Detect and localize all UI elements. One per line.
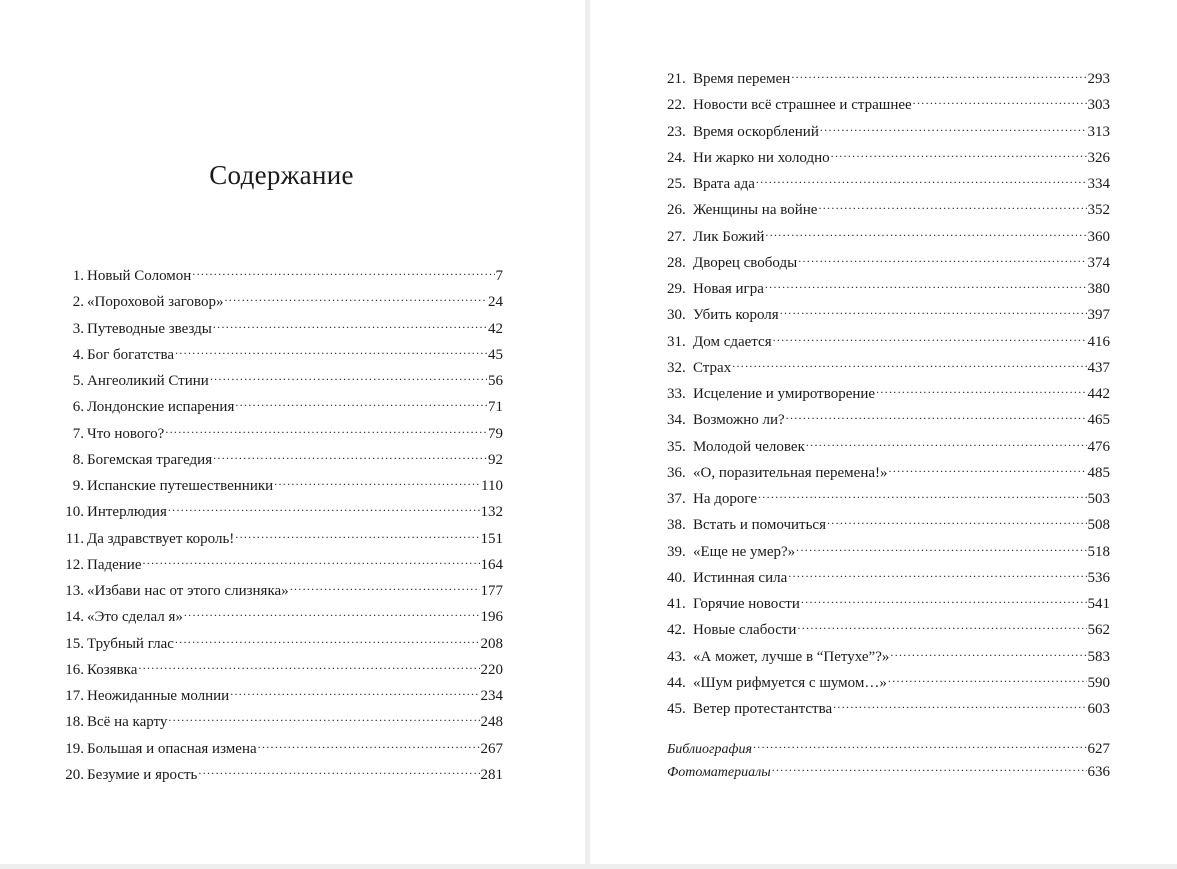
entry-title: Испанские путешественники bbox=[87, 478, 274, 494]
dot-leader bbox=[225, 288, 488, 306]
entry-page-number: 132 bbox=[480, 504, 503, 521]
dot-leader bbox=[138, 656, 479, 674]
toc-entry bbox=[58, 420, 503, 446]
toc-entry bbox=[667, 144, 1110, 170]
entry-number: 45. bbox=[667, 701, 686, 717]
entry-number: 17. bbox=[65, 688, 84, 704]
toc-entry bbox=[667, 758, 1110, 781]
dot-leader bbox=[797, 616, 1086, 634]
entry-page-number: 220 bbox=[480, 661, 503, 678]
toc-entry bbox=[58, 682, 503, 708]
entry-title: Да здравствует король! bbox=[87, 530, 235, 547]
dot-leader bbox=[833, 695, 1086, 713]
dot-leader bbox=[818, 196, 1086, 214]
entry-number: 27. bbox=[667, 228, 686, 245]
entry-title: Исцеление и умиротворение bbox=[693, 386, 876, 402]
dot-leader bbox=[827, 511, 1087, 529]
dot-leader bbox=[198, 761, 479, 779]
entry-page-number: 465 bbox=[1087, 412, 1110, 429]
entry-title: Горячие новости bbox=[693, 596, 800, 612]
toc-entry bbox=[58, 656, 503, 682]
entry-page-number: 334 bbox=[1087, 176, 1110, 192]
entry-number: 21. bbox=[667, 71, 686, 87]
toc-entry bbox=[58, 446, 503, 472]
entry-title: «Еще не умер?» bbox=[693, 543, 796, 560]
entry-title: Истинная сила bbox=[693, 569, 788, 586]
dot-leader bbox=[889, 459, 1087, 477]
entry-number: 2. bbox=[72, 294, 84, 311]
dot-leader bbox=[913, 91, 1087, 109]
toc-entry bbox=[667, 485, 1110, 511]
toc-entry bbox=[58, 577, 503, 603]
dot-leader bbox=[888, 669, 1087, 687]
entry-number: 29. bbox=[667, 281, 686, 297]
entry-title: «А может, лучше в “Петухе”?» bbox=[693, 648, 890, 665]
entry-title: Безумие и ярость bbox=[87, 766, 198, 783]
toc-entry bbox=[58, 525, 503, 551]
entry-title: Возможно ли? bbox=[693, 412, 785, 429]
toc-entry bbox=[58, 735, 503, 761]
entry-page-number: 636 bbox=[1087, 764, 1110, 780]
entry-title: На дороге bbox=[693, 491, 757, 507]
entry-number: 24. bbox=[667, 149, 686, 166]
entry-number: 35. bbox=[667, 438, 686, 455]
entry-number: 14. bbox=[65, 609, 84, 626]
entry-page-number: 326 bbox=[1087, 149, 1110, 166]
dot-leader bbox=[788, 564, 1086, 582]
entry-title: Время перемен bbox=[693, 71, 791, 87]
entry-title: Новая игра bbox=[693, 281, 764, 297]
entry-title: Женщины на войне bbox=[693, 202, 818, 219]
toc-entry bbox=[58, 367, 503, 393]
entry-number: 42. bbox=[667, 622, 686, 639]
entry-page-number: 42 bbox=[488, 320, 503, 337]
dot-leader bbox=[165, 420, 487, 438]
toc-entry bbox=[667, 275, 1110, 301]
entry-title: Путеводные звезды bbox=[87, 320, 212, 337]
entry-page-number: 380 bbox=[1087, 281, 1110, 297]
entry-page-number: 437 bbox=[1087, 359, 1110, 376]
dot-leader bbox=[175, 341, 487, 359]
entry-number: 20. bbox=[65, 766, 84, 783]
entry-number: 12. bbox=[65, 556, 84, 573]
entry-page-number: 360 bbox=[1087, 228, 1110, 245]
entry-title: «Пороховой заговор» bbox=[87, 294, 224, 311]
entry-number: 19. bbox=[65, 740, 84, 757]
dot-leader bbox=[168, 708, 479, 726]
entry-number: 10. bbox=[65, 504, 84, 521]
entry-page-number: 476 bbox=[1087, 438, 1110, 455]
toc-entry bbox=[667, 433, 1110, 459]
entry-page-number: 485 bbox=[1087, 464, 1110, 481]
dot-leader bbox=[732, 354, 1086, 372]
entry-number: 3. bbox=[72, 320, 84, 337]
dot-leader bbox=[230, 682, 479, 700]
entry-page-number: 508 bbox=[1087, 517, 1110, 534]
entry-page-number: 397 bbox=[1087, 307, 1110, 324]
toc-entry bbox=[58, 393, 503, 419]
entry-number: 22. bbox=[667, 97, 686, 114]
dot-leader bbox=[765, 275, 1087, 293]
entry-page-number: 281 bbox=[480, 766, 503, 783]
toc-entry bbox=[667, 380, 1110, 406]
entry-title: Богемская трагедия bbox=[87, 451, 213, 468]
entry-number: 30. bbox=[667, 307, 686, 324]
dot-leader bbox=[274, 472, 480, 490]
entry-title: Неожиданные молнии bbox=[87, 688, 230, 704]
dot-leader bbox=[143, 551, 480, 569]
entry-page-number: 583 bbox=[1087, 648, 1110, 665]
entry-number: 5. bbox=[72, 373, 84, 389]
entry-title: Интерлюдия bbox=[87, 504, 167, 521]
dot-leader bbox=[831, 144, 1087, 162]
dot-leader bbox=[213, 315, 487, 333]
toc-list-right bbox=[667, 65, 1110, 721]
entry-title: Встать и помочиться bbox=[693, 517, 826, 534]
entry-title: «Шум рифмуется с шумом…» bbox=[693, 674, 887, 691]
dot-leader bbox=[890, 643, 1086, 661]
toc-entry bbox=[667, 590, 1110, 616]
dot-leader bbox=[772, 758, 1087, 776]
entry-page-number: 603 bbox=[1087, 701, 1110, 717]
entry-number: 16. bbox=[65, 661, 84, 678]
entry-number: 44. bbox=[667, 674, 686, 691]
entry-title: Лик Божий bbox=[693, 228, 765, 245]
entry-number: 36. bbox=[667, 464, 686, 481]
entry-page-number: 234 bbox=[480, 688, 503, 704]
toc-entry bbox=[667, 91, 1110, 117]
entry-page-number: 536 bbox=[1087, 569, 1110, 586]
entry-page-number: 313 bbox=[1087, 123, 1110, 140]
entry-number: 4. bbox=[72, 346, 84, 363]
toc-entry bbox=[667, 643, 1110, 669]
entry-number: 23. bbox=[667, 123, 686, 140]
entry-title: Фотоматериалы bbox=[667, 765, 771, 780]
entry-title: Бог богатства bbox=[87, 346, 175, 363]
dot-leader bbox=[235, 525, 479, 543]
entry-title: Что нового? bbox=[87, 425, 165, 442]
dot-leader bbox=[753, 735, 1087, 753]
entry-page-number: 374 bbox=[1087, 254, 1110, 271]
entry-page-number: 110 bbox=[481, 478, 503, 494]
dot-leader bbox=[773, 328, 1087, 346]
toc-entry bbox=[667, 695, 1110, 721]
entry-title: Убить короля bbox=[693, 307, 779, 324]
toc-entry bbox=[58, 262, 503, 288]
dot-leader bbox=[290, 577, 480, 595]
dot-leader bbox=[791, 65, 1086, 83]
entry-page-number: 56 bbox=[488, 373, 503, 389]
dot-leader bbox=[235, 393, 487, 411]
dot-leader bbox=[798, 249, 1086, 267]
back-matter-list bbox=[667, 735, 1110, 781]
entry-page-number: 208 bbox=[480, 635, 503, 652]
entry-title: Ни жарко ни холодно bbox=[693, 149, 830, 166]
toc-entry bbox=[667, 459, 1110, 485]
entry-title: Козявка bbox=[87, 661, 138, 678]
toc-entry bbox=[58, 708, 503, 734]
entry-title: Дворец свободы bbox=[693, 254, 798, 271]
entry-page-number: 248 bbox=[480, 714, 503, 731]
dot-leader bbox=[168, 498, 480, 516]
toc-entry bbox=[58, 315, 503, 341]
entry-title: Новый Соломон bbox=[87, 268, 192, 284]
entry-page-number: 541 bbox=[1087, 596, 1110, 612]
toc-entry bbox=[667, 301, 1110, 327]
entry-page-number: 442 bbox=[1087, 386, 1110, 402]
toc-entry bbox=[667, 354, 1110, 380]
entry-page-number: 79 bbox=[488, 425, 503, 442]
entry-number: 28. bbox=[667, 254, 686, 271]
toc-entry bbox=[667, 538, 1110, 564]
toc-entry bbox=[667, 328, 1110, 354]
entry-number: 33. bbox=[667, 386, 686, 402]
entry-number: 13. bbox=[65, 583, 84, 599]
dot-leader bbox=[786, 406, 1087, 424]
toc-entry bbox=[667, 196, 1110, 222]
entry-page-number: 590 bbox=[1087, 674, 1110, 691]
dot-leader bbox=[806, 433, 1087, 451]
entry-number: 1. bbox=[72, 268, 84, 284]
entry-title: «О, поразительная перемена!» bbox=[693, 464, 888, 481]
entry-number: 18. bbox=[65, 714, 84, 731]
entry-number: 37. bbox=[667, 491, 686, 507]
entry-title: Всё на карту bbox=[87, 714, 168, 731]
toc-entry bbox=[58, 341, 503, 367]
entry-number: 6. bbox=[72, 399, 84, 416]
entry-title: Ветер протестантства bbox=[693, 701, 833, 717]
entry-page-number: 303 bbox=[1087, 97, 1110, 114]
entry-title: Страх bbox=[693, 359, 732, 376]
toc-entry bbox=[58, 551, 503, 577]
entry-number: 32. bbox=[667, 359, 686, 376]
entry-number: 34. bbox=[667, 412, 686, 429]
toc-entry bbox=[667, 735, 1110, 758]
entry-title: Время оскорблений bbox=[693, 123, 819, 140]
entry-page-number: 562 bbox=[1087, 622, 1110, 639]
entry-page-number: 92 bbox=[488, 451, 503, 468]
entry-title: «Это сделал я» bbox=[87, 609, 183, 626]
entry-page-number: 24 bbox=[488, 294, 503, 311]
entry-page-number: 164 bbox=[480, 556, 503, 573]
entry-page-number: 518 bbox=[1087, 543, 1110, 560]
toc-entry bbox=[58, 288, 503, 314]
entry-title: Трубный глас bbox=[87, 635, 174, 652]
page-title: Содержание bbox=[209, 160, 354, 190]
entry-page-number: 267 bbox=[480, 740, 503, 757]
toc-entry bbox=[667, 223, 1110, 249]
entry-number: 41. bbox=[667, 596, 686, 612]
right-page bbox=[590, 0, 1177, 864]
dot-leader bbox=[258, 735, 480, 753]
entry-page-number: 352 bbox=[1087, 202, 1110, 219]
dot-leader bbox=[801, 590, 1087, 608]
entry-title: Ангеоликий Стини bbox=[87, 373, 209, 389]
toc-entry bbox=[667, 170, 1110, 196]
entry-number: 9. bbox=[72, 478, 84, 494]
entry-title: Большая и опасная измена bbox=[87, 740, 257, 757]
dot-leader bbox=[210, 367, 487, 385]
left-page bbox=[0, 0, 585, 864]
entry-title: Новые слабости bbox=[693, 622, 797, 639]
toc-entry bbox=[667, 511, 1110, 537]
entry-page-number: 196 bbox=[480, 609, 503, 626]
entry-number: 15. bbox=[65, 635, 84, 652]
toc-entry bbox=[58, 498, 503, 524]
entry-page-number: 503 bbox=[1087, 491, 1110, 507]
entry-title: «Избави нас от этого слизняка» bbox=[87, 583, 289, 599]
toc-list-left bbox=[58, 262, 503, 787]
toc-entry bbox=[667, 564, 1110, 590]
toc-entry bbox=[58, 761, 503, 787]
entry-page-number: 45 bbox=[488, 346, 503, 363]
entry-number: 8. bbox=[72, 451, 84, 468]
entry-title: Врата ада bbox=[693, 176, 755, 192]
entry-page-number: 627 bbox=[1087, 741, 1110, 757]
entry-number: 25. bbox=[667, 176, 686, 192]
entry-number: 11. bbox=[65, 530, 84, 547]
toc-entry bbox=[58, 603, 503, 629]
toc-entry bbox=[667, 65, 1110, 91]
entry-title: Новости всё страшнее и страшнее bbox=[693, 97, 912, 114]
dot-leader bbox=[876, 380, 1086, 398]
entry-title: Лондонские испарения bbox=[87, 399, 235, 416]
entry-title: Падение bbox=[87, 556, 142, 573]
dot-leader bbox=[765, 223, 1086, 241]
entry-title: Молодой человек bbox=[693, 438, 805, 455]
entry-page-number: 71 bbox=[488, 399, 503, 416]
dot-leader bbox=[192, 262, 494, 280]
toc-entry bbox=[58, 630, 503, 656]
toc-entry bbox=[667, 616, 1110, 642]
toc-entry bbox=[667, 118, 1110, 144]
entry-number: 31. bbox=[667, 333, 686, 350]
dot-leader bbox=[213, 446, 487, 464]
dot-leader bbox=[756, 170, 1087, 188]
dot-leader bbox=[175, 630, 480, 648]
entry-page-number: 7 bbox=[495, 268, 503, 284]
entry-number: 39. bbox=[667, 543, 686, 560]
dot-leader bbox=[780, 301, 1087, 319]
toc-entry bbox=[58, 472, 503, 498]
entry-page-number: 416 bbox=[1087, 333, 1110, 350]
toc-entry bbox=[667, 249, 1110, 275]
entry-page-number: 151 bbox=[480, 530, 503, 547]
entry-number: 40. bbox=[667, 569, 686, 586]
dot-leader bbox=[758, 485, 1087, 503]
toc-entry bbox=[667, 406, 1110, 432]
toc-entry bbox=[667, 669, 1110, 695]
entry-number: 26. bbox=[667, 202, 686, 219]
entry-number: 38. bbox=[667, 517, 686, 534]
entry-page-number: 293 bbox=[1087, 71, 1110, 87]
dot-leader bbox=[796, 538, 1086, 556]
entry-number: 7. bbox=[72, 425, 84, 442]
dot-leader bbox=[820, 118, 1087, 136]
entry-number: 43. bbox=[667, 648, 686, 665]
entry-page-number: 177 bbox=[480, 583, 503, 599]
dot-leader bbox=[184, 603, 480, 621]
entry-title: Дом сдается bbox=[693, 333, 772, 350]
entry-title: Библиография bbox=[667, 742, 752, 757]
